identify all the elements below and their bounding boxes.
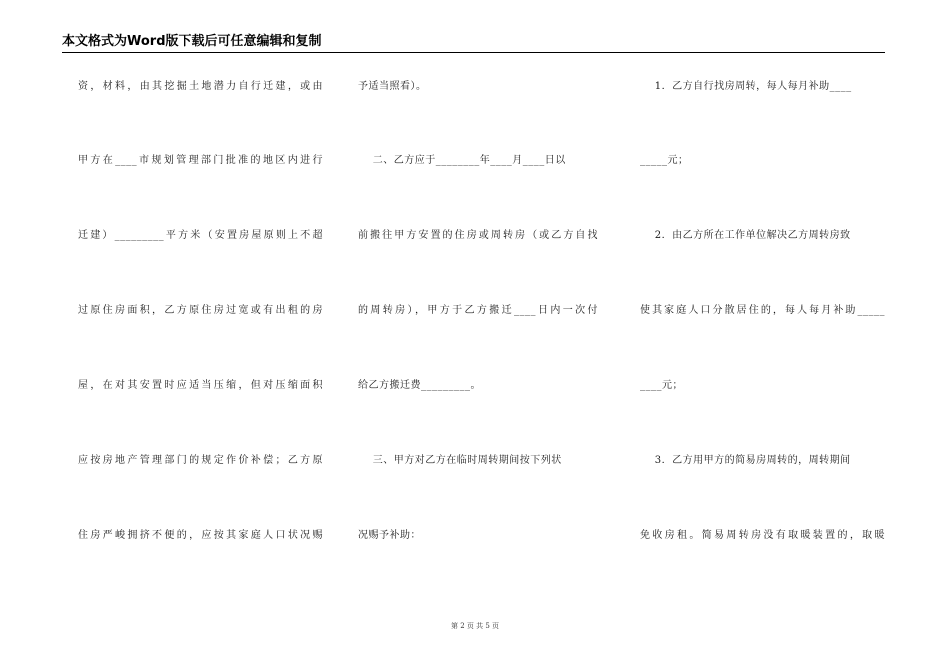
text-line: 免收房租。简易周转房没有取暖装置的，取暖	[640, 530, 885, 541]
text-line: 迁建）_________平方米（安置房屋原则上不超	[78, 230, 323, 241]
text-line: 屋，在对其安置时应适当压缩，但对压缩面积	[78, 380, 323, 391]
text-line: 资，材料，由其挖掘土地潜力自行迁建，或由	[78, 81, 323, 92]
text-line: 使其家庭人口分散居住的，每人每月补助_____	[640, 305, 885, 316]
text-line: ____元；	[640, 380, 683, 391]
text-line: 前搬往甲方安置的住房或周转房（或乙方自找	[358, 230, 598, 241]
page-number: 第 2 页 共 5 页	[450, 622, 500, 630]
text-line: 2．由乙方所在工作单位解决乙方周转房致	[640, 230, 851, 241]
text-line: 1．乙方自行找房周转，每人每月补助____	[640, 81, 852, 92]
document-header	[62, 33, 885, 53]
text-line: _____元；	[640, 155, 689, 166]
text-line: 应按房地产管理部门的规定作价补偿；乙方原	[78, 455, 323, 466]
text-line: 3．乙方用甲方的简易房周转的，周转期间	[640, 455, 851, 466]
text-line: 予适当照看）。	[358, 81, 427, 92]
header-title: 本文格式为Word版下载后可任意编辑和复制	[62, 34, 322, 49]
header-divider	[62, 52, 885, 53]
text-line: 二、乙方应于________年____月____日以	[358, 155, 566, 166]
text-line: 过原住房面积，乙方原住房过宽或有出租的房	[78, 305, 323, 316]
text-line: 的周转房），甲方于乙方搬迁____日内一次付	[358, 305, 598, 316]
text-line: 甲方在____市规划管理部门批准的地区内进行	[78, 155, 323, 166]
text-line: 给乙方搬迁费_________。	[358, 380, 481, 391]
text-line: 况赐予补助：	[358, 530, 421, 541]
text-line: 三、甲方对乙方在临时周转期间按下列状	[358, 455, 562, 466]
text-line: 住房严峻拥挤不便的，应按其家庭人口状况赐	[78, 530, 323, 541]
